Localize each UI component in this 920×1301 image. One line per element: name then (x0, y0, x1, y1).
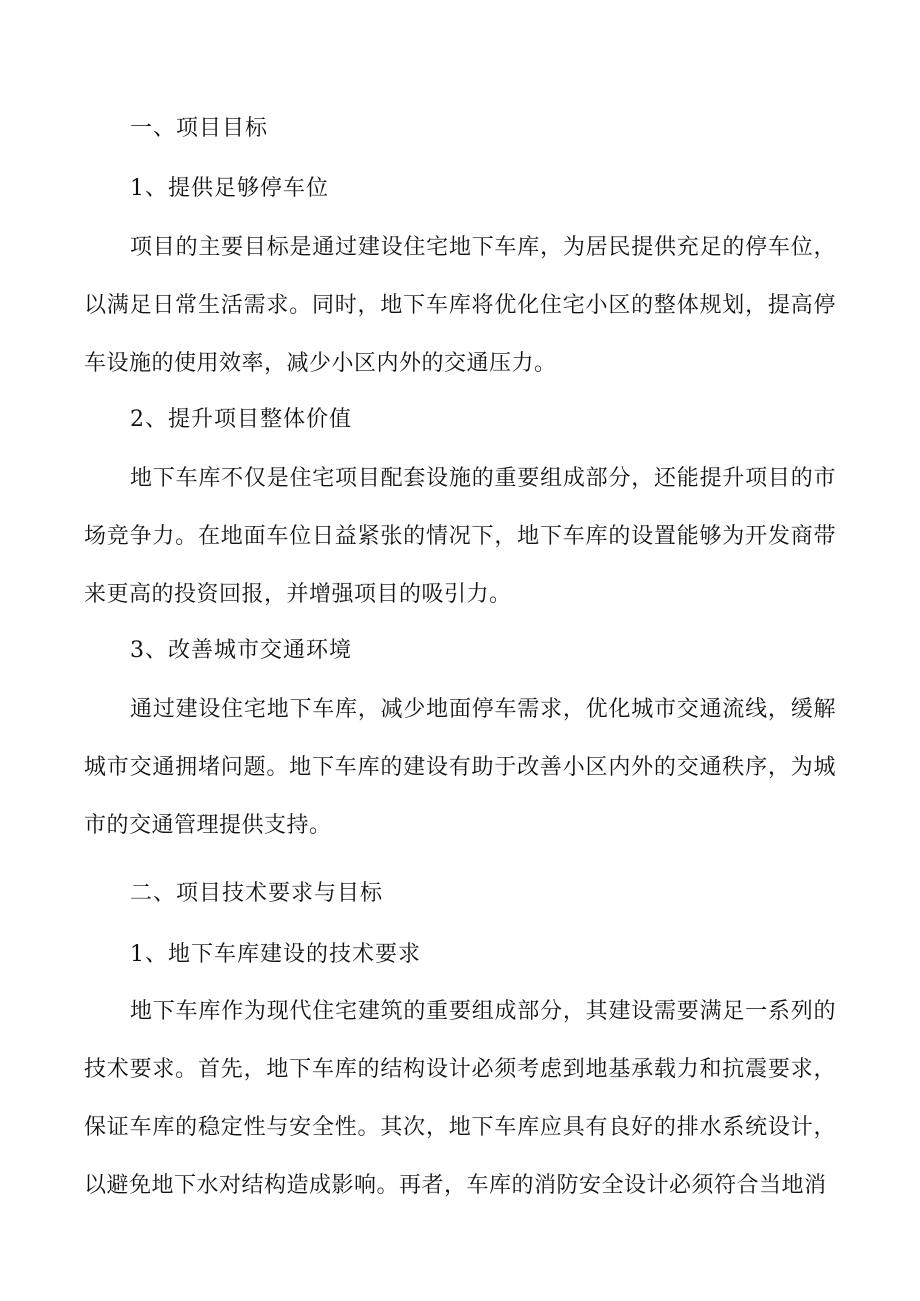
section-1-item-2-title: 2、提升项目整体价值 (130, 407, 352, 432)
section-1-item-1-body: 项目的主要目标是通过建设住宅地下车库，为居民提供充足的停车位，以满足日常生活需求。同时，地下车库将优化住宅小区的整体规划，提高停车设施的使用效率，减少小区内外的交通压力。 (84, 235, 836, 376)
section-1-item-3-body: 通过建设住宅地下车库，减少地面停车需求，优化城市交通流线，缓解城市交通拥堵问题。地下车库的建设有助于改善小区内外的交通秩序，为城市的交通管理提供支持。 (84, 697, 836, 838)
section-2-item-1-title: 1、地下车库建设的技术要求 (130, 942, 421, 967)
section-2-item-1-body: 地下车库作为现代住宅建筑的重要组成部分，其建设需要满足一系列的技术要求。首先，地下车库的结构设计必须考虑到地基承载力和抗震要求，保证车库的稳定性与安全性。其次，地下车库应具有良好的排水系统设计，以避免地下水对结构造成影响。再者，车库的消防安全设计必须符合当地消 (84, 999, 836, 1198)
section-1-title: 一、项目目标 (130, 116, 269, 141)
section-1-item-3-title: 3、改善城市交通环境 (130, 638, 352, 663)
section-1-item-2-body: 地下车库不仅是住宅项目配套设施的重要组成部分，还能提升项目的市场竞争力。在地面车位日益紧张的情况下，地下车库的设置能够为开发商带来更高的投资回报，并增强项目的吸引力。 (84, 466, 836, 607)
section-1-item-1-title: 1、提供足够停车位 (130, 176, 329, 201)
section-2-title: 二、项目技术要求与目标 (130, 881, 384, 906)
